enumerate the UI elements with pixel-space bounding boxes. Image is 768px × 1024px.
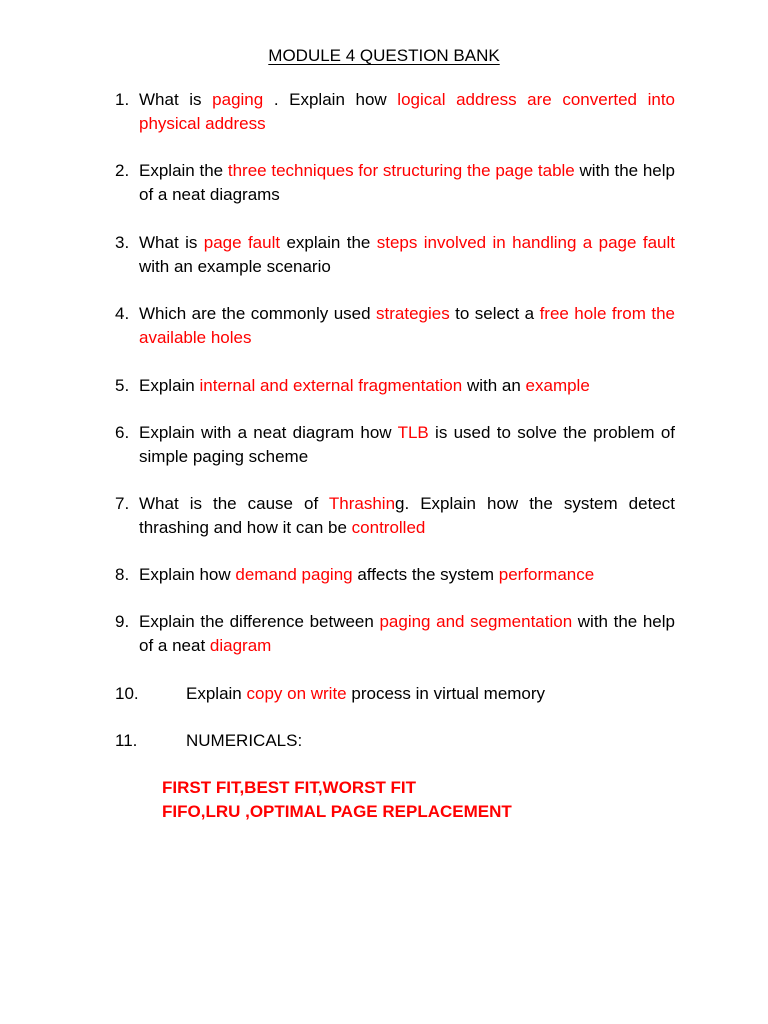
highlighted-phrase: performance bbox=[498, 565, 595, 584]
highlighted-phrase: TLB bbox=[397, 423, 429, 442]
question-text bbox=[139, 159, 675, 207]
question-item bbox=[115, 159, 675, 207]
question-number: 7. bbox=[115, 494, 130, 513]
question-phrase: Explain with a neat diagram how bbox=[139, 423, 398, 442]
highlighted-phrase: copy on write bbox=[246, 684, 347, 703]
numericals-list bbox=[162, 776, 512, 824]
question-phrase: explain the bbox=[280, 233, 377, 252]
question-number: 8. bbox=[115, 565, 130, 584]
question-phrase: process in virtual memory bbox=[346, 684, 546, 703]
question-number: 5. bbox=[115, 376, 130, 395]
highlighted-phrase: paging bbox=[212, 90, 264, 109]
highlighted-phrase: demand paging bbox=[235, 565, 353, 584]
page-title bbox=[0, 44, 768, 68]
question-item bbox=[115, 682, 675, 706]
question-item bbox=[115, 231, 675, 279]
question-phrase: Which are the commonly used bbox=[139, 304, 377, 323]
highlighted-phrase: strategies bbox=[376, 304, 450, 323]
question-text bbox=[139, 492, 675, 540]
question-number: 6. bbox=[115, 423, 130, 442]
question-phrase: with an bbox=[462, 376, 526, 395]
question-phrase: What is bbox=[139, 233, 204, 252]
question-item bbox=[115, 729, 675, 753]
question-text bbox=[139, 374, 675, 398]
highlighted-phrase: logical address are converted into physical address bbox=[139, 90, 676, 133]
question-phrase: with the help of a neat diagrams bbox=[139, 161, 675, 204]
numericals-line-1: FIRST FIT,BEST FIT,WORST FIT bbox=[162, 778, 417, 797]
question-phrase: NUMERICALS: bbox=[186, 731, 303, 750]
question-number: 9. bbox=[115, 612, 130, 631]
highlighted-phrase: page fault bbox=[203, 233, 281, 252]
highlighted-phrase: controlled bbox=[351, 518, 426, 537]
question-item bbox=[115, 563, 675, 587]
question-phrase: to select a bbox=[449, 304, 540, 323]
question-phrase: What is the cause of bbox=[139, 494, 329, 513]
question-number: 3. bbox=[115, 233, 130, 252]
question-text bbox=[139, 563, 675, 587]
question-text bbox=[139, 231, 675, 279]
question-number: 10. bbox=[115, 684, 139, 703]
question-text bbox=[139, 610, 675, 658]
question-text bbox=[186, 682, 675, 706]
question-number: 11. bbox=[115, 731, 138, 750]
numericals-line-2: FIFO,LRU ,OPTIMAL PAGE REPLACEMENT bbox=[162, 802, 512, 821]
question-item bbox=[115, 610, 675, 658]
question-phrase: Explain the bbox=[139, 161, 228, 180]
question-item bbox=[115, 492, 675, 540]
highlighted-phrase: steps involved in handling a page fault bbox=[376, 233, 675, 252]
question-phrase: with the help of a neat bbox=[139, 612, 675, 655]
question-phrase: g. Explain how the system detect thrashing and how it can be bbox=[139, 494, 675, 537]
question-phrase: is used to solve the problem of simple paging scheme bbox=[139, 423, 675, 466]
question-number: 4. bbox=[115, 304, 130, 323]
question-text bbox=[186, 729, 675, 753]
question-phrase: Explain bbox=[139, 376, 200, 395]
question-phrase: affects the system bbox=[352, 565, 499, 584]
highlighted-phrase: free hole from the available holes bbox=[139, 304, 675, 347]
question-phrase: Explain the difference between bbox=[139, 612, 380, 631]
highlighted-phrase: Thrashin bbox=[328, 494, 396, 513]
question-number: 1. bbox=[115, 90, 130, 109]
page-title-text: MODULE 4 QUESTION BANK bbox=[268, 46, 500, 65]
question-phrase: Explain how bbox=[139, 565, 236, 584]
question-phrase: What is bbox=[139, 90, 213, 109]
question-text bbox=[139, 302, 675, 350]
question-phrase: Explain bbox=[186, 684, 247, 703]
question-text bbox=[139, 88, 675, 136]
question-text bbox=[139, 421, 675, 469]
question-item bbox=[115, 374, 675, 398]
question-phrase: with an example scenario bbox=[139, 257, 331, 276]
question-item bbox=[115, 88, 675, 136]
question-item bbox=[115, 421, 675, 469]
highlighted-phrase: diagram bbox=[209, 636, 272, 655]
highlighted-phrase: three techniques for structuring the page table bbox=[227, 161, 575, 180]
question-phrase: . Explain how bbox=[263, 90, 398, 109]
highlighted-phrase: paging and segmentation bbox=[379, 612, 573, 631]
highlighted-phrase: internal and external fragmentation bbox=[199, 376, 463, 395]
highlighted-phrase: example bbox=[525, 376, 590, 395]
question-item bbox=[115, 302, 675, 350]
question-number: 2. bbox=[115, 161, 130, 180]
